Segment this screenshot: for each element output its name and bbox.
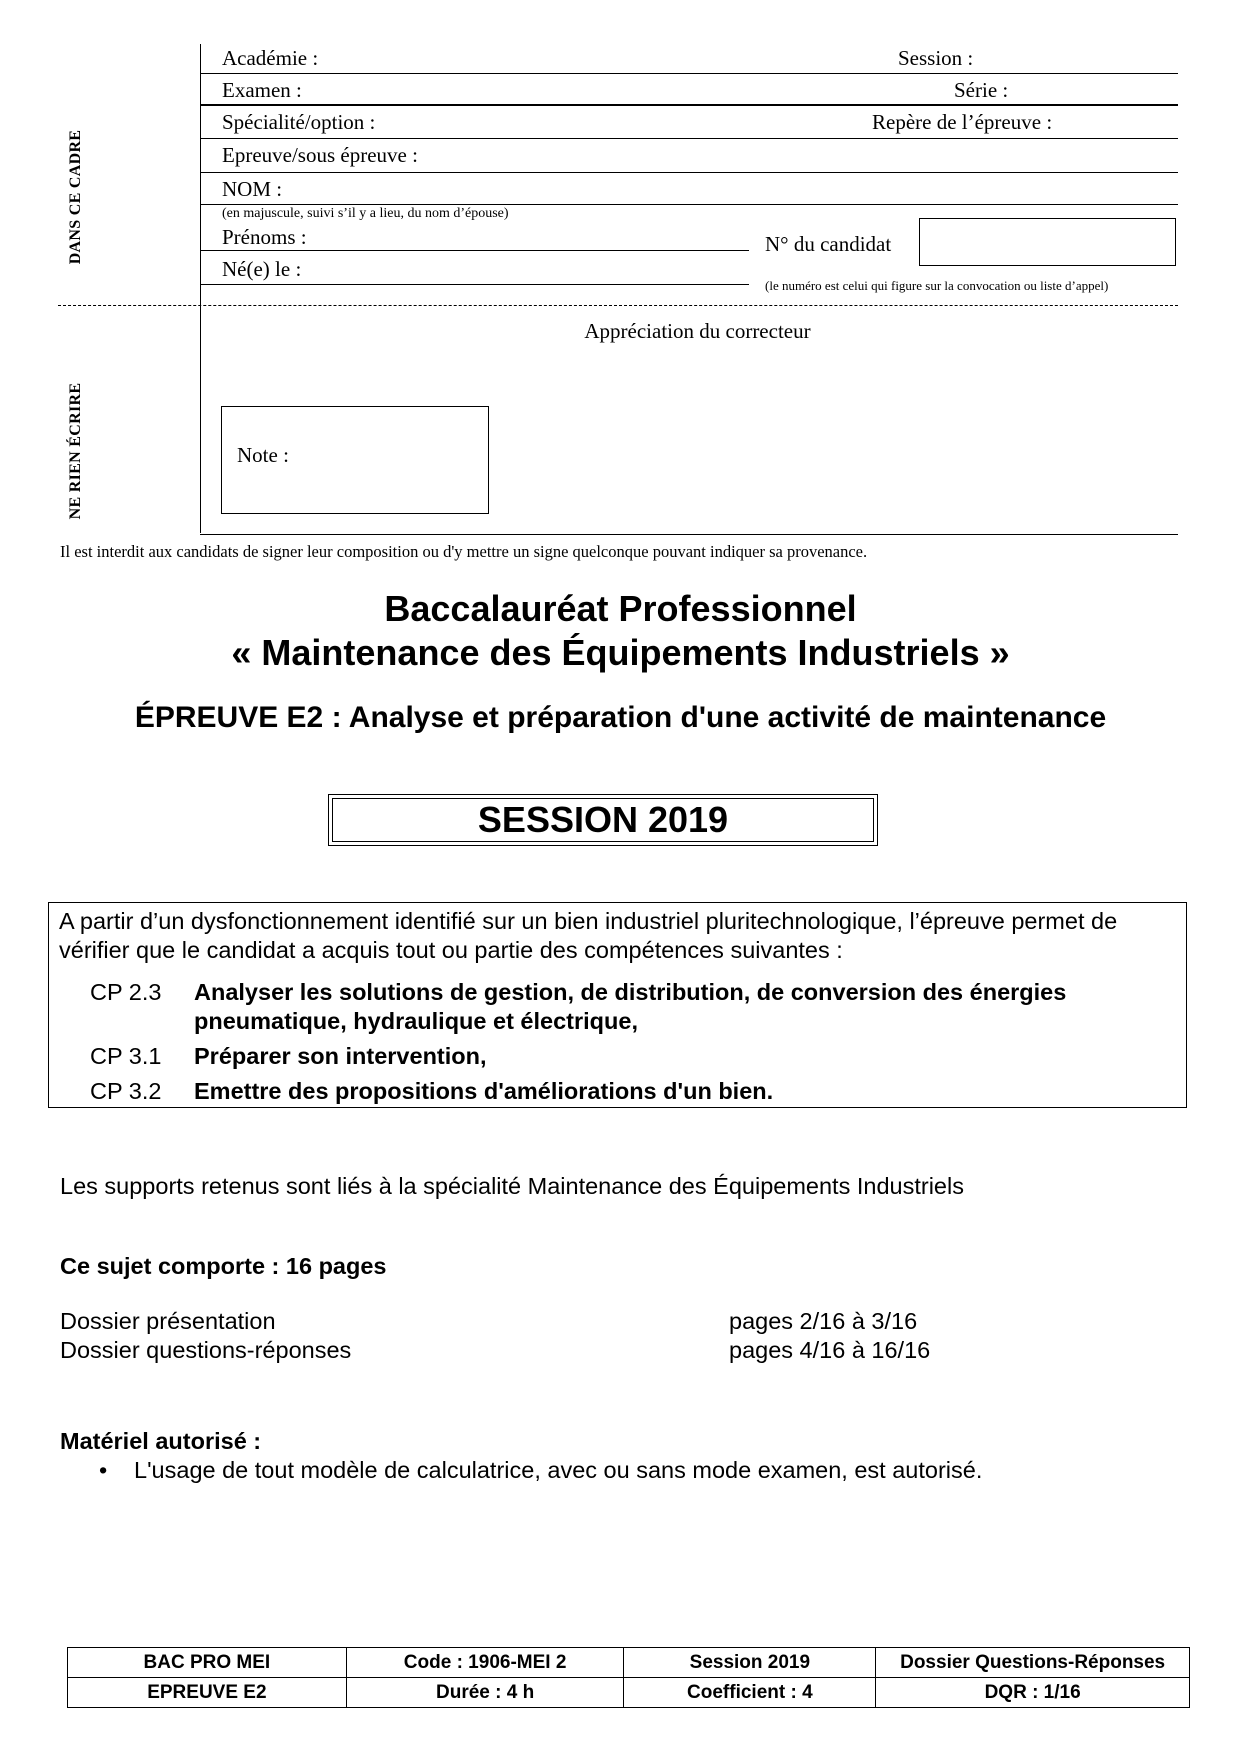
candidat-label: N° du candidat (765, 232, 892, 256)
epreuve-label: Epreuve/sous épreuve : (222, 143, 418, 167)
row-divider (200, 250, 749, 251)
dossier-pages: pages 2/16 à 3/16 (729, 1308, 918, 1334)
specialite-label: Spécialité/option : (222, 110, 376, 134)
row-divider (200, 73, 1178, 74)
competence-text: Analyser les solutions de gestion, de distribution, de conversion des énergies (194, 979, 1067, 1005)
session-label: Session : (898, 46, 974, 70)
repere-label: Repère de l’épreuve : (872, 110, 1053, 134)
candidat-note: (le numéro est celui qui figure sur la convocation ou liste d’appel) (765, 278, 1109, 293)
ne-label: Né(e) le : (222, 257, 302, 281)
competence-code: CP 3.1 (90, 1043, 162, 1069)
competence-item (90, 1042, 1180, 1071)
row-divider (200, 104, 1178, 106)
footer-cell: EPREUVE E2 (68, 1678, 347, 1708)
title-line2: « Maintenance des Équipements Industriels » (231, 632, 1010, 673)
competence-code: CP 3.2 (90, 1078, 162, 1104)
appreciation-label: Appréciation du correcteur (584, 319, 811, 343)
row-divider (200, 284, 749, 285)
examen-label: Examen : (222, 78, 302, 102)
dossier-pages: pages 4/16 à 16/16 (729, 1337, 931, 1363)
competence-item (90, 978, 1180, 1036)
footer-table (67, 1647, 1190, 1708)
sujet-heading: Ce sujet comporte : 16 pages (60, 1253, 387, 1279)
competence-text-cont: pneumatique, hydraulique et électrique, (194, 1008, 638, 1034)
footer-cell: Coefficient : 4 (624, 1678, 876, 1708)
footer-cell: BAC PRO MEI (68, 1648, 347, 1678)
form-left-border (200, 44, 201, 533)
competence-text: Emettre des propositions d'améliorations d'un bien. (194, 1078, 774, 1104)
title-line1: Baccalauréat Professionnel (384, 588, 857, 629)
footer-row (68, 1678, 1190, 1708)
materiel-heading: Matériel autorisé : (60, 1428, 262, 1454)
form-bottom-border (200, 534, 1178, 535)
nom-label: NOM : (222, 177, 283, 201)
supports-text: Les supports retenus sont liés à la spécialité Maintenance des Équipements Industriels (60, 1173, 964, 1199)
epreuve-title: ÉPREUVE E2 : Analyse et préparation d'une activité de maintenance (134, 701, 1107, 734)
footer-cell: Durée : 4 h (346, 1678, 624, 1708)
footer-cell: Dossier Questions-Réponses (876, 1648, 1190, 1678)
side-label-dans-ce-cadre: DANS CE CADRE (67, 129, 84, 265)
materiel-item: L'usage de tout modèle de calculatrice, avec ou sans mode examen, est autorisé. (134, 1457, 983, 1483)
session-box (328, 794, 878, 846)
dossier-label: Dossier questions-réponses (60, 1337, 352, 1363)
side-label-ne-rien-ecrire: NE RIEN ÉCRIRE (67, 382, 84, 520)
footer-cell: Code : 1906-MEI 2 (346, 1648, 624, 1678)
candidat-number-field[interactable] (919, 218, 1176, 266)
dossier-label: Dossier présentation (60, 1308, 276, 1334)
intro-box (48, 902, 1187, 1108)
cut-line (58, 305, 1178, 306)
bullet-icon: • (99, 1457, 108, 1483)
row-divider (200, 138, 1178, 139)
competence-item (90, 1077, 1180, 1106)
competence-text: Préparer son intervention, (194, 1043, 487, 1069)
row-divider (200, 172, 1178, 173)
intro-text: A partir d’un dysfonctionnement identifié sur un bien industriel pluritechnologique, l’épreuve permet de vérifier que le candidat a acquis tout ou partie des compétences suivantes : (59, 908, 1118, 963)
footer-row (68, 1648, 1190, 1678)
academie-label: Académie : (222, 46, 319, 70)
nom-note: (en majuscule, suivi s’il y a lieu, du nom d’épouse) (222, 206, 509, 221)
footer-cell: DQR : 1/16 (876, 1678, 1190, 1708)
competence-code: CP 2.3 (90, 979, 162, 1005)
row-divider (200, 204, 1178, 205)
interdit-notice: Il est interdit aux candidats de signer leur composition ou d'y mettre un signe quelconque pouvant indiquer sa provenance. (60, 542, 868, 561)
footer-cell: Session 2019 (624, 1648, 876, 1678)
note-label: Note : (237, 443, 289, 467)
prenoms-label: Prénoms : (222, 225, 307, 249)
serie-label: Série : (954, 78, 1009, 102)
session-title: SESSION 2019 (332, 798, 874, 842)
